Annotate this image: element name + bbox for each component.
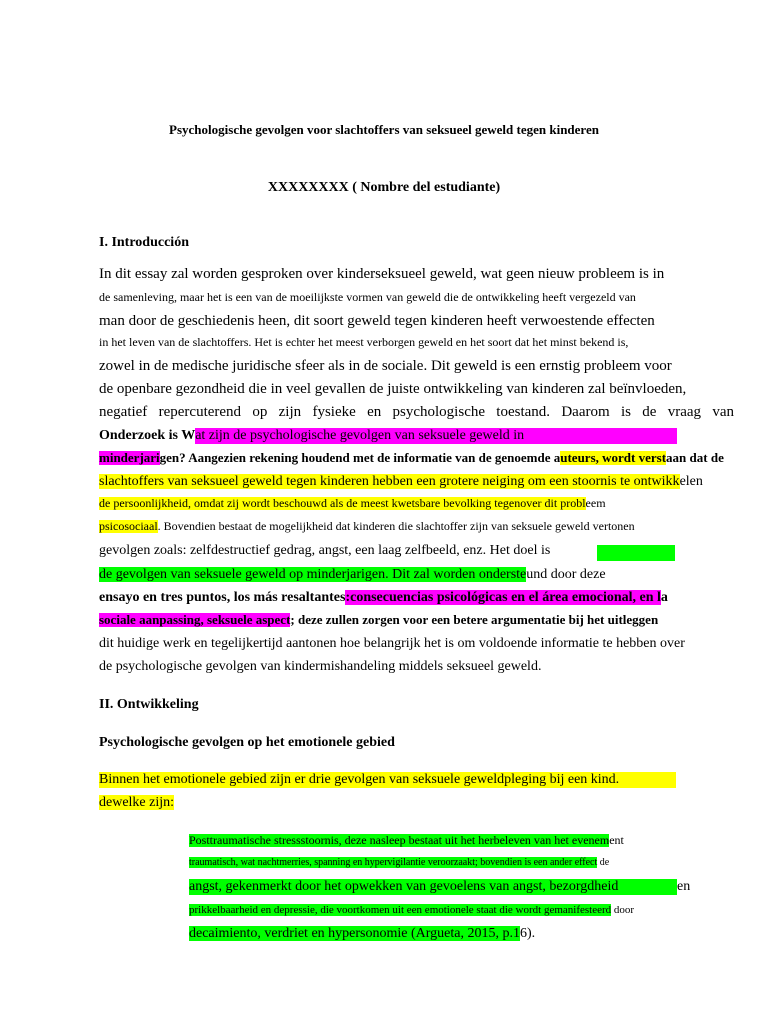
- body-line: In dit essay zal worden gesproken over kinderseksueel geweld, wat geen nieuw probleem is in: [99, 266, 665, 282]
- body-line: [99, 520, 734, 534]
- text-run: und door deze: [526, 567, 606, 582]
- text-run: a: [660, 590, 668, 605]
- green-highlight: angst, gekenmerkt door het opwekken van gevoelens van angst, bezorgdheid: [189, 879, 677, 895]
- author-line: XXXXXXXX ( Nombre del estudiante): [267, 180, 501, 195]
- magenta-highlight: at zijn de psychologische gevolgen van seksuele geweld in: [195, 428, 677, 444]
- text-run: Onderzoek is W: [99, 428, 196, 443]
- body-line: de openbare gezondheid die in veel gevallen de juiste ontwikkeling van kinderen zal beïnvloeden,: [99, 381, 687, 397]
- green-highlight: Posttraumatische stressstoornis, deze nasleep bestaat uit het herbeleven van het evenem: [189, 834, 610, 847]
- list-item-line: [189, 879, 701, 895]
- body-line: [99, 613, 734, 628]
- yellow-highlight: psicosociaal: [99, 520, 158, 533]
- text-run: eem: [585, 497, 606, 510]
- magenta-highlight: :consecuencias psicológicas en el área emocional, en l: [345, 590, 661, 605]
- emotional-intro-line: [99, 795, 734, 811]
- body-line: in het leven van de slachtoffers. Het is echter het meest verborgen geweld en het soort dat het minst bekend is,: [99, 336, 629, 349]
- list-item-line: [189, 904, 701, 917]
- text-run: en: [677, 879, 691, 894]
- emotional-intro-line: [99, 772, 734, 788]
- section-heading-development: II. Ontwikkeling: [99, 697, 199, 712]
- body-line: [99, 451, 734, 466]
- green-highlight-block: [597, 545, 675, 561]
- list-item-line: [189, 834, 701, 848]
- text-run: ent: [609, 834, 624, 847]
- list-item-line: [189, 926, 701, 942]
- yellow-highlight: Binnen het emotionele gebied zijn er drie gevolgen van seksuele geweldpleging bij een kind.: [99, 772, 676, 788]
- body-line: de samenleving, maar het is een van de moeilijkste vormen van geweld die de ontwikkeling heeft vergezeld van: [99, 291, 636, 304]
- green-highlight: traumatisch, wat nachtmerries, spanning en hypervigilantie veroorzaakt; bovendien is een ander effect: [189, 857, 598, 868]
- text-run: ensayo en tres puntos, los más resaltantes: [99, 590, 346, 605]
- body-line: de psychologische gevolgen van kindermishandeling middels seksueel geweld.: [99, 659, 542, 674]
- text-run: 6).: [519, 926, 536, 941]
- green-highlight: decaimiento, verdriet en hypersonomie (Argueta, 2015, p.1: [189, 926, 520, 941]
- body-line: [99, 590, 734, 606]
- text-run: gen? Aangezien rekening houdend met de informatie van de genoemde a: [159, 451, 561, 465]
- magenta-highlight: sociale aanpassing, seksuele aspect: [99, 613, 291, 627]
- document-title: Psychologische gevolgen voor slachtoffers van seksueel geweld tegen kinderen: [169, 123, 599, 137]
- body-line: [99, 567, 734, 583]
- body-line-research-question: [99, 428, 734, 444]
- text-run: de: [599, 857, 610, 868]
- yellow-highlight: de persoonlijkheid, omdat zij wordt beschouwd als de meest kwetsbare bevolking tegenover dit probl: [99, 497, 586, 510]
- body-line: [99, 474, 734, 490]
- green-highlight: de gevolgen van seksuele geweld op minderjarigen. Dit zal worden onderste: [99, 567, 527, 582]
- text-run: . Bovendien bestaat de mogelijkheid dat kinderen die slachtoffer zijn van seksuele geweld vertonen: [157, 520, 635, 533]
- body-line: zowel in de medische juridische sfeer als in de sociale. Dit geweld is een ernstig probleem voor: [99, 358, 672, 374]
- section-heading-introduction: I. Introducción: [99, 235, 189, 250]
- text-run: ; deze zullen zorgen voor een betere argumentatie bij het uitleggen: [290, 613, 659, 627]
- text-run: door: [613, 904, 635, 916]
- yellow-highlight: dewelke zijn:: [99, 795, 175, 810]
- body-line: man door de geschiedenis heen, dit soort geweld tegen kinderen heeft verwoestende effecten: [99, 313, 655, 329]
- magenta-highlight: minderjari: [99, 451, 160, 465]
- yellow-highlight: uteurs, wordt verst: [560, 451, 667, 465]
- body-line: negatief repercuterend op zijn fysieke en psychologische toestand. Daarom is de vraag van: [99, 404, 734, 420]
- text-run: elen: [679, 474, 703, 489]
- body-line: dit huidige werk en tegelijkertijd aantonen hoe belangrijk het is om voldoende informatie te hebben over: [99, 636, 685, 651]
- list-item-line: [189, 857, 701, 869]
- text-run: gevolgen zoals: zelfdestructief gedrag, angst, een laag zelfbeeld, enz. Het doel is: [99, 543, 551, 558]
- green-highlight: prikkelbaarheid en depressie, die voortkomen uit een emotionele staat die wordt gemanifesteerd: [189, 904, 612, 916]
- text-run: aan dat de: [666, 451, 724, 465]
- subheading-emotional: Psychologische gevolgen op het emotionele gebied: [99, 735, 395, 750]
- body-line: [99, 497, 734, 511]
- yellow-highlight: slachtoffers van seksueel geweld tegen kinderen hebben een grotere neiging om een stoornis te ontwikk: [99, 474, 680, 489]
